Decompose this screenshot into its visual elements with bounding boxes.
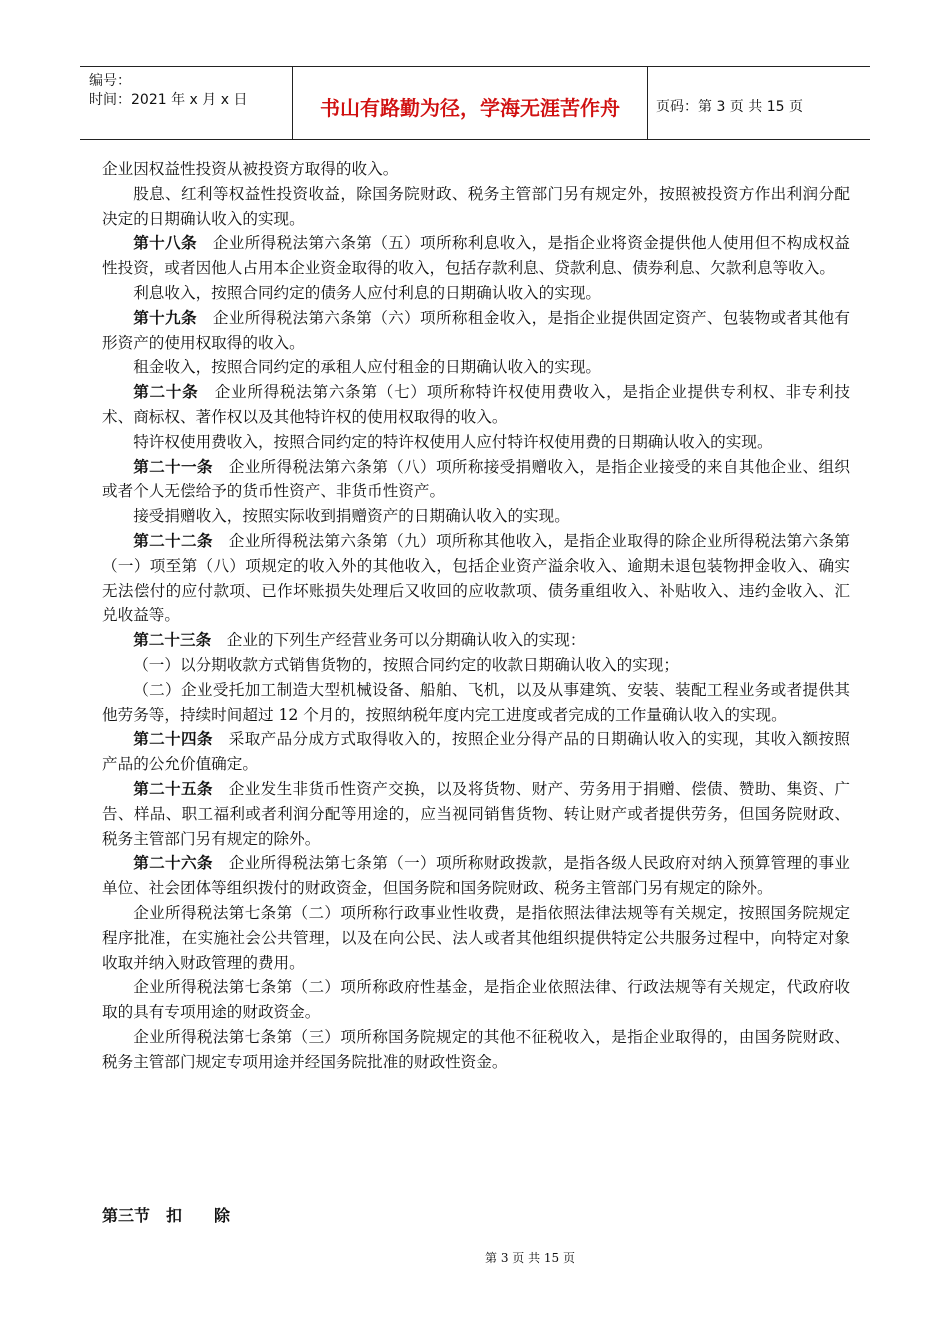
paragraph-text: 企业所得税法第六条第（六）项所称租金收入，是指企业提供固定资产、包装物或者其他有形资产的使用权取得的收入。: [102, 308, 850, 352]
header-meta: [80, 67, 293, 139]
document-body: [102, 157, 850, 1074]
paragraph-text: 企业所得税法第六条第（八）项所称接受捐赠收入，是指企业接受的来自其他企业、组织或者个人无偿给予的货币性资产、非货币性资产。: [102, 457, 850, 501]
paragraph-text: （二）企业受托加工制造大型机械设备、船舶、飞机，以及从事建筑、安装、装配工程业务或者提供其他劳务等，持续时间超过 12 个月的，按照纳税年度内完工进度或者完成的工作量确认收入的实现。: [102, 680, 850, 724]
article-number: 第二十条: [133, 383, 199, 402]
article-number: 第二十一条: [133, 457, 213, 476]
article-number: 第十九条: [133, 308, 197, 327]
body-paragraph: [102, 901, 850, 975]
body-paragraph: [102, 1025, 850, 1075]
article-paragraph: [102, 380, 850, 430]
body-paragraph: [102, 653, 850, 678]
header-motto: 书山有路勤为径，学海无涯苦作舟: [293, 67, 648, 139]
body-paragraph: [102, 504, 850, 529]
article-number: 第十八条: [133, 234, 197, 253]
paragraph-text: 企业发生非货币性资产交换，以及将货物、财产、劳务用于捐赠、偿债、赞助、集资、广告、样品、职工福利或者利润分配等用途的，应当视同销售货物、转让财产或者提供劳务，但国务院财政、税务主管部门另有规定的除外。: [102, 779, 850, 848]
article-number: 第二十三条: [133, 631, 212, 650]
paragraph-text: 企业的下列生产经营业务可以分期确认收入的实现：: [211, 631, 586, 650]
section-heading: 第三节 扣 除: [102, 1206, 231, 1225]
article-paragraph: [102, 306, 850, 356]
body-paragraph: [102, 975, 850, 1025]
paragraph-text: 企业所得税法第七条第（一）项所称财政拨款，是指各级人民政府对纳入预算管理的事业单位、社会团体等组织拨付的财政资金，但国务院和国务院财政、税务主管部门另有规定的除外。: [102, 854, 850, 898]
header-page-info: 页码：第 3 页 共 15 页: [656, 99, 803, 115]
article-paragraph: [102, 628, 850, 653]
article-number: 第二十二条: [133, 531, 213, 550]
paragraph-text: 企业所得税法第七条第（二）项所称行政事业性收费，是指依照法律法规等有关规定，按照国务院规定程序批准，在实施社会公共管理，以及在向公民、法人或者其他组织提供特定公共服务过程中，向特定对象收取并纳入财政管理的费用。: [102, 903, 850, 972]
paragraph-text: 企业所得税法第七条第（二）项所称政府性基金，是指企业依照法律、行政法规等有关规定，代政府收取的具有专项用途的财政资金。: [102, 978, 850, 1022]
paragraph-text: 租金收入，按照合同约定的承租人应付租金的日期确认收入的实现。: [133, 358, 602, 377]
article-paragraph: [102, 455, 850, 505]
page-footer: 第 3 页 共 15 页: [485, 1251, 575, 1265]
paragraph-text: （一）以分期收款方式销售货物的，按照合同约定的收款日期确认收入的实现；: [133, 655, 679, 674]
paragraph-text: 利息收入，按照合同约定的债务人应付利息的日期确认收入的实现。: [133, 283, 602, 302]
paragraph-text: 股息、红利等权益性投资收益，除国务院财政、税务主管部门另有规定外，按照被投资方作出利润分配决定的日期确认收入的实现。: [102, 184, 850, 228]
paragraph-text: 企业所得税法第六条第（七）项所称特许权使用费收入，是指企业提供专利权、非专利技术、商标权、著作权以及其他特许权的使用权取得的收入。: [102, 383, 850, 426]
date-line: 时间：2021 年 x 月 x 日: [89, 92, 248, 108]
paragraph-text: 企业所得税法第七条第（三）项所称国务院规定的其他不征税收入，是指企业取得的，由国务院财政、税务主管部门规定专项用途并经国务院批准的财政性资金。: [102, 1027, 850, 1071]
article-paragraph: [102, 851, 850, 901]
paragraph-text: 企业所得税法第六条第（五）项所称利息收入，是指企业将资金提供他人使用但不构成权益性投资，或者因他人占用本企业资金取得的收入，包括存款利息、贷款利息、债券利息、欠款利息等收入。: [102, 234, 850, 278]
page-header: [80, 66, 870, 140]
body-paragraph: [102, 182, 850, 232]
paragraph-text: 特许权使用费收入，按照合同约定的特许权使用人应付特许权使用费的日期确认收入的实现。: [133, 432, 773, 451]
article-paragraph: [102, 231, 850, 281]
body-paragraph: [102, 355, 850, 380]
article-number: 第二十四条: [133, 730, 213, 749]
body-paragraph: [102, 430, 850, 455]
article-number: 第二十六条: [133, 854, 213, 873]
article-paragraph: [102, 529, 850, 628]
body-paragraph: [102, 281, 850, 306]
paragraph-text: 企业所得税法第六条第（九）项所称其他收入，是指企业取得的除企业所得税法第六条第（一）项至第（八）项规定的收入外的其他收入，包括企业资产溢余收入、逾期未退包装物押金收入、确实无法偿付的应付款项、已作坏账损失处理后又收回的应收款项、债务重组收入、补贴收入、违约金收入、汇兑收益等。: [102, 531, 850, 625]
number-label: 编号：: [89, 73, 131, 89]
paragraph-text: 企业因权益性投资从被投资方取得的收入。: [102, 160, 399, 178]
body-paragraph: [102, 678, 850, 728]
body-paragraph: [102, 157, 850, 182]
paragraph-text: 采取产品分成方式取得收入的，按照企业分得产品的日期确认收入的实现，其收入额按照产品的公允价值确定。: [102, 730, 850, 774]
paragraph-text: 接受捐赠收入，按照实际收到捐赠资产的日期确认收入的实现。: [133, 507, 570, 526]
article-paragraph: [102, 777, 850, 851]
article-number: 第二十五条: [133, 779, 213, 798]
article-paragraph: [102, 727, 850, 777]
